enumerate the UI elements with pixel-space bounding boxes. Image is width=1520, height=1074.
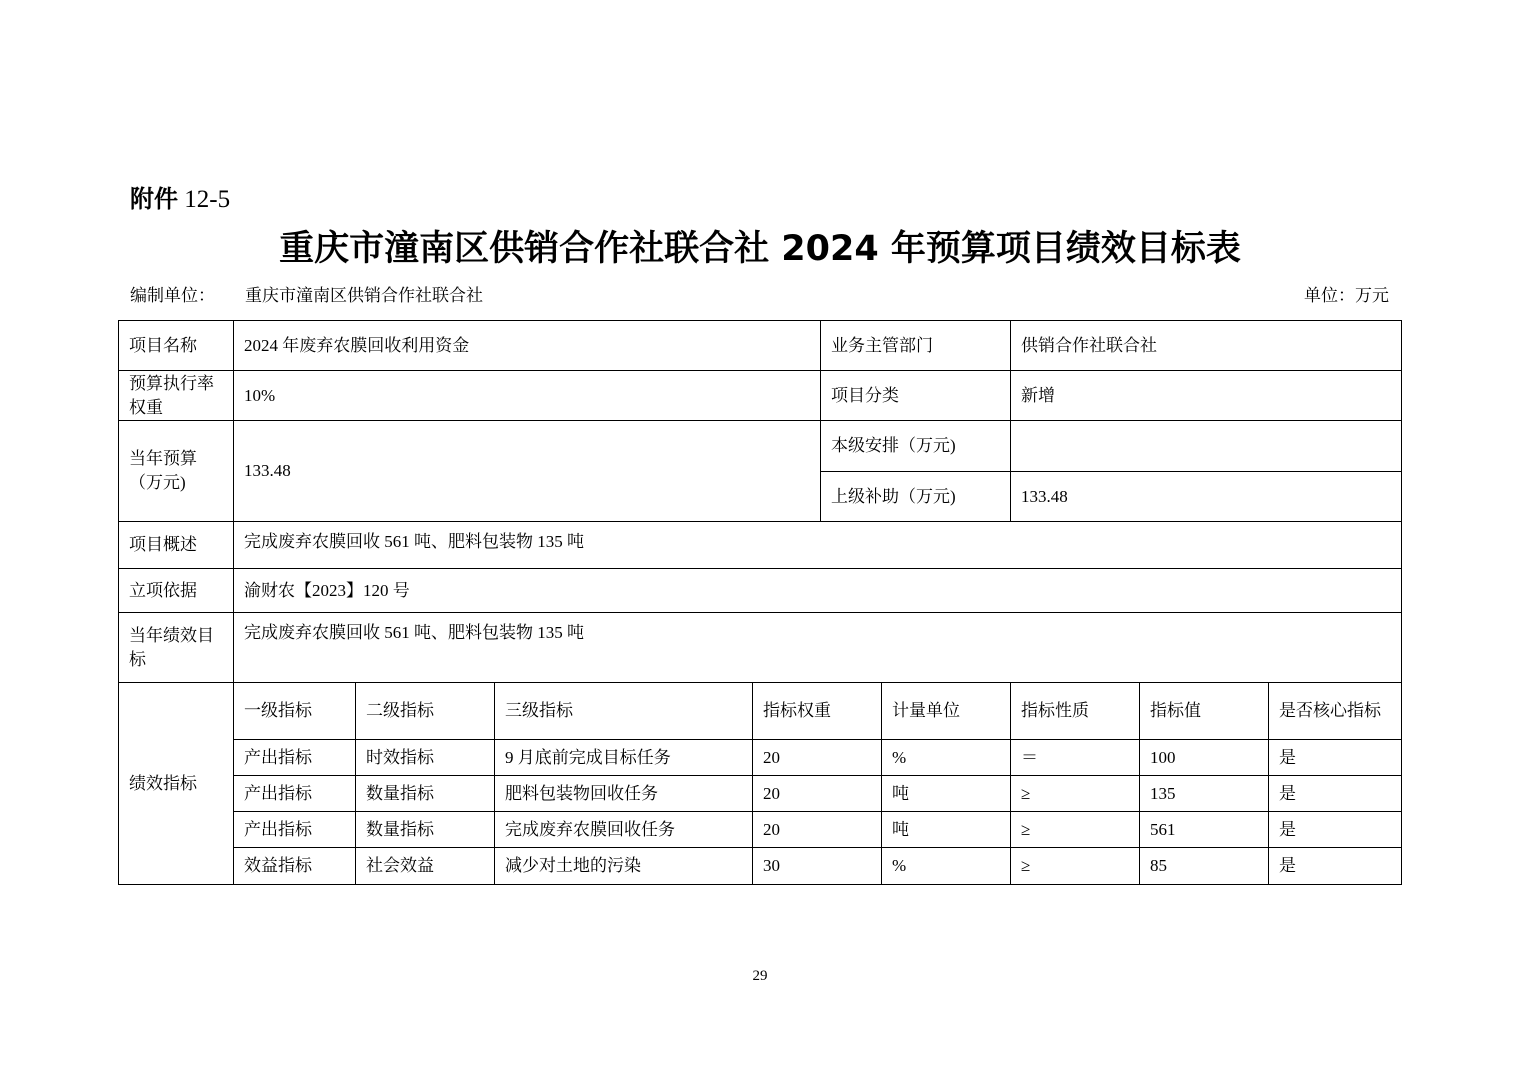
performance-table — [118, 320, 1402, 885]
table-row — [119, 371, 1402, 421]
exec-weight-value: 10% — [234, 371, 821, 421]
indicator-nature: ≥ — [1011, 776, 1140, 812]
indicator-level3: 减少对土地的污染 — [495, 848, 753, 885]
category-value: 新增 — [1011, 371, 1402, 421]
indicator-row — [119, 848, 1402, 885]
indicator-core: 是 — [1269, 848, 1402, 885]
indicator-value: 85 — [1140, 848, 1269, 885]
indicator-level3: 肥料包装物回收任务 — [495, 776, 753, 812]
category-label: 项目分类 — [821, 371, 1011, 421]
indicator-nature: ＝ — [1011, 740, 1140, 776]
header-unit: 计量单位 — [882, 683, 1011, 740]
compiler-row — [130, 284, 483, 308]
indicator-row — [119, 740, 1402, 776]
basis-value: 渝财农【2023】120 号 — [234, 569, 1402, 613]
indicator-row — [119, 776, 1402, 812]
indicator-level1: 产出指标 — [234, 812, 356, 848]
project-name-value: 2024 年废弃农膜回收利用资金 — [234, 321, 821, 371]
compiler-label: 编制单位： — [130, 286, 215, 305]
indicator-level2: 时效指标 — [356, 740, 495, 776]
indicator-weight: 20 — [753, 812, 882, 848]
table-row — [119, 522, 1402, 569]
indicator-core: 是 — [1269, 776, 1402, 812]
indicator-weight: 20 — [753, 776, 882, 812]
header-weight: 指标权重 — [753, 683, 882, 740]
attachment-number: 12-5 — [184, 186, 231, 213]
exec-weight-label: 预算执行率权重 — [119, 371, 234, 421]
budget-label: 当年预算（万元) — [119, 421, 234, 522]
goal-label: 当年绩效目标 — [119, 613, 234, 683]
unit-label: 单位：万元 — [1304, 286, 1389, 305]
header-level1: 一级指标 — [234, 683, 356, 740]
header-core: 是否核心指标 — [1269, 683, 1402, 740]
indicator-unit: % — [882, 848, 1011, 885]
dept-label: 业务主管部门 — [821, 321, 1011, 371]
table-row — [119, 569, 1402, 613]
indicator-level2: 数量指标 — [356, 776, 495, 812]
header-value: 指标值 — [1140, 683, 1269, 740]
indicator-level2: 数量指标 — [356, 812, 495, 848]
indicator-value: 100 — [1140, 740, 1269, 776]
indicator-nature: ≥ — [1011, 812, 1140, 848]
header-level3: 三级指标 — [495, 683, 753, 740]
local-value — [1011, 421, 1402, 472]
indicators-label: 绩效指标 — [119, 683, 234, 885]
indicator-value: 561 — [1140, 812, 1269, 848]
page-number: 29 — [752, 968, 768, 984]
project-name-label: 项目名称 — [119, 321, 234, 371]
overview-label: 项目概述 — [119, 522, 234, 569]
indicator-level1: 产出指标 — [234, 740, 356, 776]
compiler-value: 重庆市潼南区供销合作社联合社 — [245, 286, 483, 305]
indicator-unit: 吨 — [882, 776, 1011, 812]
attachment-prefix: 附件 — [130, 185, 178, 213]
attachment-label — [130, 182, 230, 217]
local-label: 本级安排（万元) — [821, 421, 1011, 472]
indicator-row — [119, 812, 1402, 848]
indicator-level3: 9 月底前完成目标任务 — [495, 740, 753, 776]
header-level2: 二级指标 — [356, 683, 495, 740]
table-row — [119, 321, 1402, 371]
indicator-level1: 产出指标 — [234, 776, 356, 812]
indicator-level2: 社会效益 — [356, 848, 495, 885]
indicator-header-row — [119, 683, 1402, 740]
indicator-weight: 30 — [753, 848, 882, 885]
indicator-nature: ≥ — [1011, 848, 1140, 885]
overview-value: 完成废弃农膜回收 561 吨、肥料包装物 135 吨 — [234, 522, 1402, 569]
indicator-core: 是 — [1269, 812, 1402, 848]
upper-label: 上级补助（万元) — [821, 472, 1011, 522]
basis-label: 立项依据 — [119, 569, 234, 613]
header-nature: 指标性质 — [1011, 683, 1140, 740]
indicator-unit: 吨 — [882, 812, 1011, 848]
indicator-weight: 20 — [753, 740, 882, 776]
page-title: 重庆市潼南区供销合作社联合社 2024 年预算项目绩效目标表 — [279, 229, 1241, 269]
indicator-value: 135 — [1140, 776, 1269, 812]
indicator-level3: 完成废弃农膜回收任务 — [495, 812, 753, 848]
dept-value: 供销合作社联合社 — [1011, 321, 1402, 371]
indicator-unit: % — [882, 740, 1011, 776]
table-row — [119, 421, 1402, 472]
indicator-core: 是 — [1269, 740, 1402, 776]
upper-value: 133.48 — [1011, 472, 1402, 522]
table-row — [119, 613, 1402, 683]
indicator-level1: 效益指标 — [234, 848, 356, 885]
budget-value: 133.48 — [234, 421, 821, 522]
goal-value: 完成废弃农膜回收 561 吨、肥料包装物 135 吨 — [234, 613, 1402, 683]
